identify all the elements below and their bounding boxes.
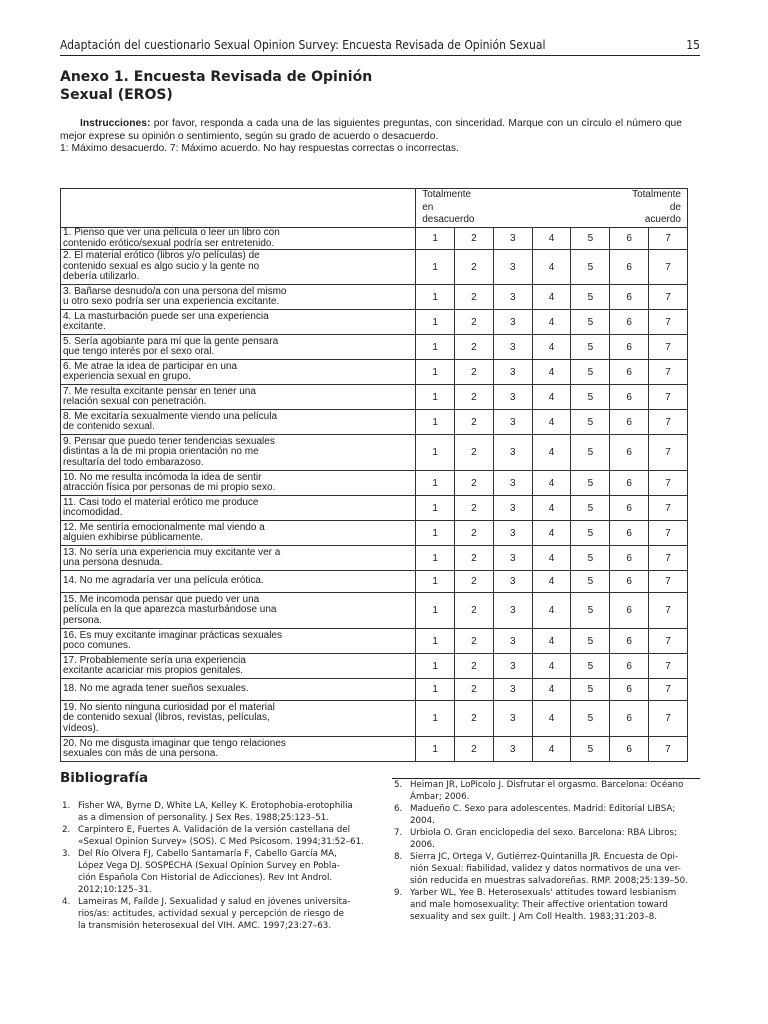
scale-option-5[interactable]: 5 — [571, 654, 610, 679]
table-row — [61, 629, 688, 654]
scale-option-1[interactable]: 1 — [416, 701, 455, 737]
reference-line: Fisher WA, Byrne D, White LA, Kelley K. Erotophobia-erotophilia — [78, 801, 353, 811]
scale-option-6[interactable]: 6 — [610, 571, 649, 593]
scale-option-4[interactable]: 4 — [532, 410, 571, 435]
running-title: Adaptación del cuestionario Sexual Opinion Survey: Encuesta Revisada de Opinión Sexual — [60, 38, 546, 52]
scale-option-5[interactable]: 5 — [571, 546, 610, 571]
scale-option-7[interactable]: 7 — [649, 285, 688, 310]
scale-label-line: Totalmente — [632, 189, 681, 200]
scale-option-4[interactable]: 4 — [532, 310, 571, 335]
scale-option-4[interactable]: 4 — [532, 654, 571, 679]
scale-option-4[interactable]: 4 — [532, 385, 571, 410]
item-text — [61, 679, 416, 701]
scale-option-6[interactable]: 6 — [610, 228, 649, 250]
item-text-line: atracción física por personas de mi propio sexo. — [63, 482, 276, 493]
item-text-line: contenido sexual es algo sucio y la gente no — [63, 260, 260, 272]
scale-option-1[interactable]: 1 — [416, 360, 455, 385]
item-text — [61, 335, 416, 360]
scale-option-4[interactable]: 4 — [532, 701, 571, 737]
scale-option-3[interactable]: 3 — [493, 310, 532, 335]
item-text-line: experiencia sexual en grupo. — [63, 371, 191, 382]
scale-option-5[interactable]: 5 — [571, 360, 610, 385]
scale-option-6[interactable]: 6 — [610, 521, 649, 546]
scale-option-2[interactable]: 2 — [455, 435, 494, 471]
scale-option-1[interactable]: 1 — [416, 654, 455, 679]
scale-option-1[interactable]: 1 — [416, 593, 455, 629]
reference-number: 7. — [394, 828, 403, 838]
scale-option-1[interactable]: 1 — [416, 410, 455, 435]
scale-option-3[interactable]: 3 — [493, 521, 532, 546]
scale-option-3[interactable]: 3 — [493, 385, 532, 410]
scale-option-7[interactable]: 7 — [649, 571, 688, 593]
reference-number: 1. — [62, 801, 71, 811]
item-text-line: 13. No sería una experiencia muy excitante ver a — [63, 546, 281, 558]
scale-option-4[interactable]: 4 — [532, 546, 571, 571]
reference-line: Urbiola O. Gran enciclopedia del sexo. Barcelona: RBA Libros; — [410, 828, 677, 838]
item-text — [61, 521, 416, 546]
item-text — [61, 471, 416, 496]
item-text — [61, 737, 416, 762]
scale-option-6[interactable]: 6 — [610, 701, 649, 737]
scale-option-5[interactable]: 5 — [571, 701, 610, 737]
scale-option-7[interactable]: 7 — [649, 228, 688, 250]
scale-option-2[interactable]: 2 — [455, 571, 494, 593]
reference-line: rios/as: actitudes, actividad sexual y percepción de riesgo de — [78, 909, 344, 919]
item-text-line: 5. Sería agobiante para mí que la gente pensara — [63, 335, 279, 347]
annex-title — [60, 68, 380, 104]
item-text-line: 2. El material erótico (libros y/o películas) de — [63, 250, 260, 262]
scale-option-1[interactable]: 1 — [416, 310, 455, 335]
scale-option-1[interactable]: 1 — [416, 228, 455, 250]
scale-option-3[interactable]: 3 — [493, 360, 532, 385]
item-text — [61, 546, 416, 571]
reference-line: López Vega DJ. SOSPECHA (Sexual Opinion Survey en Pobla- — [78, 861, 340, 871]
reference-line: and male homosexuality: Their affective orientation toward — [410, 900, 668, 910]
item-text — [61, 360, 416, 385]
item-text-line: que tengo interés por el sexo oral. — [63, 346, 215, 357]
scale-option-4[interactable]: 4 — [532, 521, 571, 546]
scale-option-6[interactable]: 6 — [610, 310, 649, 335]
reference-number: 4. — [62, 897, 71, 907]
table-header-row — [61, 189, 688, 228]
item-text — [61, 496, 416, 521]
item-text-line: 17. Probablemente sería una experiencia — [63, 654, 246, 666]
reference-line: la transmisión heterosexual del VIH. AMC. 1997;23:27–63. — [78, 921, 332, 931]
reference-line: «Sexual Opinion Survey» (SOS). C Med Psicosom. 1994;31:52–61. — [78, 837, 364, 847]
scale-option-1[interactable]: 1 — [416, 679, 455, 701]
scale-option-7[interactable]: 7 — [649, 310, 688, 335]
scale-option-6[interactable]: 6 — [610, 385, 649, 410]
scale-option-4[interactable]: 4 — [532, 496, 571, 521]
scale-option-5[interactable]: 5 — [571, 385, 610, 410]
scale-option-2[interactable]: 2 — [455, 360, 494, 385]
scale-option-5[interactable]: 5 — [571, 679, 610, 701]
scale-option-7[interactable]: 7 — [649, 737, 688, 762]
scale-option-7[interactable]: 7 — [649, 410, 688, 435]
scale-option-3[interactable]: 3 — [493, 250, 532, 285]
scale-label-line: Totalmente — [422, 189, 472, 200]
item-text-line: 19. No siento ninguna curiosidad por el material — [63, 701, 275, 713]
scale-option-4[interactable]: 4 — [532, 435, 571, 471]
scale-option-7[interactable]: 7 — [649, 701, 688, 737]
reference-item — [60, 800, 367, 824]
item-text — [61, 435, 416, 471]
item-text-line: 18. No me agrada tener sueños sexuales. — [63, 683, 249, 695]
item-text — [61, 285, 416, 310]
reference-line: 2012;10:125–31. — [78, 885, 152, 895]
reference-number: 9. — [394, 888, 403, 898]
item-text-line: 6. Me atrae la idea de participar en una — [63, 360, 237, 372]
item-text-line: relación sexual con penetración. — [63, 396, 207, 407]
table-row — [61, 360, 688, 385]
scale-option-2[interactable]: 2 — [455, 546, 494, 571]
item-text — [61, 701, 416, 737]
item-text-line: 11. Casi todo el material erótico me produce — [63, 496, 259, 508]
scale-option-6[interactable]: 6 — [610, 737, 649, 762]
reference-line: sexuality and sex guilt. J Am Coll Health. 1983;31:203–8. — [410, 912, 658, 922]
page-number: 15 — [686, 38, 700, 52]
header-rule — [60, 55, 700, 56]
scale-label-line: en — [422, 201, 434, 213]
reference-number: 8. — [394, 852, 403, 862]
scale-option-1[interactable]: 1 — [416, 385, 455, 410]
item-text-line: 16. Es muy excitante imaginar prácticas sexuales — [63, 629, 282, 641]
item-text-line: 20. No me disgusta imaginar que tengo relaciones — [63, 737, 286, 749]
scale-option-2[interactable]: 2 — [455, 250, 494, 285]
reference-line: ción Española Con Historial de Adicciones). Rev Int Androl. — [78, 873, 333, 883]
reference-item — [60, 824, 367, 848]
reference-number: 6. — [394, 804, 403, 814]
annex-title-line: Sexual (EROS) — [60, 87, 173, 103]
table-row — [61, 654, 688, 679]
scale-option-3[interactable]: 3 — [493, 571, 532, 593]
scale-option-3[interactable]: 3 — [493, 679, 532, 701]
reference-line: as a dimension of personality. J Sex Res. 1988;25:123–51. — [78, 813, 330, 823]
scale-option-6[interactable]: 6 — [610, 546, 649, 571]
scale-option-2[interactable]: 2 — [455, 521, 494, 546]
scale-option-1[interactable]: 1 — [416, 521, 455, 546]
scale-option-1[interactable]: 1 — [416, 629, 455, 654]
item-text-line: contenido erótico/sexual podría ser entretenido. — [63, 237, 275, 249]
scale-option-2[interactable]: 2 — [455, 496, 494, 521]
scale-option-5[interactable]: 5 — [571, 335, 610, 360]
scale-option-6[interactable]: 6 — [610, 410, 649, 435]
scale-option-3[interactable]: 3 — [493, 546, 532, 571]
scale-option-3[interactable]: 3 — [493, 496, 532, 521]
table-row — [61, 593, 688, 629]
reference-item — [392, 887, 700, 923]
item-text — [61, 593, 416, 629]
scale-option-3[interactable]: 3 — [493, 285, 532, 310]
scale-option-5[interactable]: 5 — [571, 571, 610, 593]
item-text-line: película en la que aparezca masturbándose una — [63, 604, 277, 616]
reference-line: nión Sexual: fiabilidad, validez y datos normativos de una ver- — [410, 864, 681, 874]
scale-option-7[interactable]: 7 — [649, 335, 688, 360]
scale-option-6[interactable]: 6 — [610, 285, 649, 310]
item-text — [61, 250, 416, 285]
scale-option-2[interactable]: 2 — [455, 471, 494, 496]
reference-item — [392, 851, 700, 887]
scale-option-2[interactable]: 2 — [455, 228, 494, 250]
scale-option-1[interactable]: 1 — [416, 737, 455, 762]
item-text-line: u otro sexo podría ser una experiencia excitante. — [63, 296, 280, 307]
scale-option-7[interactable]: 7 — [649, 385, 688, 410]
scale-option-6[interactable]: 6 — [610, 360, 649, 385]
references-right — [392, 778, 700, 923]
scale-option-4[interactable]: 4 — [532, 593, 571, 629]
scale-option-5[interactable]: 5 — [571, 629, 610, 654]
reference-line: 2004. — [410, 816, 435, 826]
item-text-line: 7. Me resulta excitante pensar en tener una — [63, 385, 256, 397]
table-row — [61, 250, 688, 285]
scale-option-3[interactable]: 3 — [493, 435, 532, 471]
reference-item — [60, 896, 367, 932]
item-text-line: alguien exhibirse públicamente. — [63, 532, 204, 543]
scale-option-2[interactable]: 2 — [455, 385, 494, 410]
scale-option-5[interactable]: 5 — [571, 310, 610, 335]
scale-option-2[interactable]: 2 — [455, 701, 494, 737]
scale-option-7[interactable]: 7 — [649, 679, 688, 701]
scale-option-2[interactable]: 2 — [455, 679, 494, 701]
item-text-line: excitante. — [63, 321, 106, 332]
scale-option-3[interactable]: 3 — [493, 629, 532, 654]
scale-option-7[interactable]: 7 — [649, 435, 688, 471]
scale-option-2[interactable]: 2 — [455, 310, 494, 335]
table-row — [61, 410, 688, 435]
reference-item — [392, 779, 700, 803]
instructions-scale: 1: Máximo desacuerdo. 7: Máximo acuerdo. No hay respuestas correctas o incorrectas. — [60, 143, 459, 155]
table-row — [61, 546, 688, 571]
scale-option-7[interactable]: 7 — [649, 654, 688, 679]
scale-option-3[interactable]: 3 — [493, 654, 532, 679]
scale-option-3[interactable]: 3 — [493, 335, 532, 360]
reference-number: 2. — [62, 825, 71, 835]
scale-option-4[interactable]: 4 — [532, 360, 571, 385]
scale-option-5[interactable]: 5 — [571, 435, 610, 471]
table-row — [61, 679, 688, 701]
table-row — [61, 737, 688, 762]
scale-option-6[interactable]: 6 — [610, 593, 649, 629]
item-text-line: 14. No me agradaría ver una película erótica. — [63, 575, 264, 587]
scale-option-3[interactable]: 3 — [493, 471, 532, 496]
scale-option-5[interactable]: 5 — [571, 496, 610, 521]
table-row — [61, 228, 688, 250]
scale-option-2[interactable]: 2 — [455, 335, 494, 360]
table-row — [61, 496, 688, 521]
scale-option-1[interactable]: 1 — [416, 471, 455, 496]
scale-option-5[interactable]: 5 — [571, 250, 610, 285]
item-text-line: 3. Bañarse desnudo/a con una persona del mismo — [63, 285, 287, 297]
item-text-line: persona. — [63, 614, 102, 626]
table-row — [61, 335, 688, 360]
scale-option-7[interactable]: 7 — [649, 360, 688, 385]
scale-option-2[interactable]: 2 — [455, 593, 494, 629]
item-text-line: 1. Pienso que ver una película o leer un libro con — [63, 227, 280, 238]
scale-option-3[interactable]: 3 — [493, 593, 532, 629]
table-row — [61, 285, 688, 310]
scale-option-7[interactable]: 7 — [649, 521, 688, 546]
table-row — [61, 701, 688, 737]
table-row — [61, 385, 688, 410]
instructions-text: por favor, responda a cada una de las siguientes preguntas, con sinceridad. Marque con un círculo el número que mejor exprese su opinión o sentimiento, según su grado de acuerdo o desacuerdo. — [60, 118, 682, 142]
item-text-line: 10. No me resulta incómoda la idea de sentir — [63, 471, 262, 483]
scale-option-2[interactable]: 2 — [455, 285, 494, 310]
scale-header-cell — [416, 189, 688, 228]
scale-option-7[interactable]: 7 — [649, 471, 688, 496]
scale-option-4[interactable]: 4 — [532, 571, 571, 593]
item-text-line: incomodidad. — [63, 507, 123, 518]
scale-option-1[interactable]: 1 — [416, 435, 455, 471]
scale-option-2[interactable]: 2 — [455, 629, 494, 654]
survey-table — [60, 188, 688, 762]
table-row — [61, 571, 688, 593]
item-text — [61, 629, 416, 654]
scale-option-4[interactable]: 4 — [532, 629, 571, 654]
item-text — [61, 385, 416, 410]
scale-option-5[interactable]: 5 — [571, 593, 610, 629]
scale-label-line: de — [669, 201, 681, 213]
scale-option-1[interactable]: 1 — [416, 250, 455, 285]
scale-option-6[interactable]: 6 — [610, 435, 649, 471]
scale-option-6[interactable]: 6 — [610, 496, 649, 521]
item-text — [61, 654, 416, 679]
scale-option-2[interactable]: 2 — [455, 654, 494, 679]
item-text — [61, 310, 416, 335]
item-text-line: 15. Me incomoda pensar que puedo ver una — [63, 593, 260, 605]
reference-line: Madueño C. Sexo para adolescentes. Madrid: Editorial LIBSA; — [410, 804, 676, 814]
item-text-line: excitante acariciar mis propios genitales. — [63, 665, 244, 676]
item-text-line: 9. Pensar que puedo tener tendencias sexuales — [63, 435, 275, 447]
item-text — [61, 410, 416, 435]
bibliography-title: Bibliografía — [60, 770, 149, 786]
scale-option-6[interactable]: 6 — [610, 335, 649, 360]
reference-line: Heiman JR, LoPicolo J. Disfrutar el orgasmo. Barcelona: Océano — [410, 780, 684, 790]
scale-option-6[interactable]: 6 — [610, 629, 649, 654]
table-row — [61, 521, 688, 546]
scale-label-left — [422, 189, 474, 227]
item-text — [61, 571, 416, 593]
scale-option-5[interactable]: 5 — [571, 410, 610, 435]
reference-line: Lameiras M, Faílde J. Sexualidad y salud en jóvenes universita- — [78, 897, 351, 907]
scale-option-5[interactable]: 5 — [571, 471, 610, 496]
reference-line: Carpintero E, Fuertes A. Validación de la versión castellana del — [78, 825, 351, 835]
item-text-line: una persona desnuda. — [63, 557, 163, 568]
item-text — [61, 228, 416, 250]
scale-option-1[interactable]: 1 — [416, 546, 455, 571]
scale-option-5[interactable]: 5 — [571, 285, 610, 310]
item-text-line: resultaría del todo embarazoso. — [63, 456, 204, 468]
scale-option-4[interactable]: 4 — [532, 737, 571, 762]
item-text-line: 8. Me excitaría sexualmente viendo una película — [63, 410, 278, 422]
reference-item — [60, 848, 367, 896]
scale-option-4[interactable]: 4 — [532, 679, 571, 701]
scale-option-6[interactable]: 6 — [610, 250, 649, 285]
item-text-line: 12. Me sentiría emocionalmente mal viendo a — [63, 521, 265, 533]
header-empty-cell — [61, 189, 416, 228]
item-text-line: debería utilizarlo. — [63, 271, 140, 283]
scale-option-6[interactable]: 6 — [610, 654, 649, 679]
scale-label-line: desacuerdo — [422, 214, 475, 225]
references-left — [60, 800, 367, 932]
scale-label-line: acuerdo — [644, 214, 681, 225]
reference-line: 2006. — [410, 840, 435, 850]
table-row — [61, 471, 688, 496]
scale-option-7[interactable]: 7 — [649, 496, 688, 521]
scale-option-5[interactable]: 5 — [571, 737, 610, 762]
instructions-label: Instrucciones: — [80, 118, 151, 129]
item-text-line: distintas a la de mi propia orientación no me — [63, 446, 259, 458]
scale-option-1[interactable]: 1 — [416, 496, 455, 521]
scale-option-3[interactable]: 3 — [493, 228, 532, 250]
scale-option-1[interactable]: 1 — [416, 335, 455, 360]
scale-option-7[interactable]: 7 — [649, 250, 688, 285]
reference-item — [392, 803, 700, 827]
scale-option-1[interactable]: 1 — [416, 285, 455, 310]
annex-title-line: Anexo 1. Encuesta Revisada de Opinión — [60, 69, 373, 85]
scale-option-4[interactable]: 4 — [532, 285, 571, 310]
scale-option-7[interactable]: 7 — [649, 593, 688, 629]
scale-option-1[interactable]: 1 — [416, 571, 455, 593]
item-text-line: poco comunes. — [63, 640, 131, 651]
item-text-line: de contenido sexual (libros, revistas, películas, — [63, 712, 270, 724]
scale-option-6[interactable]: 6 — [610, 679, 649, 701]
reference-line: Del Río Olvera FJ, Cabello Santamaría F, Cabello García MA, — [78, 849, 337, 859]
scale-option-7[interactable]: 7 — [649, 546, 688, 571]
reference-line: Ámbar; 2006. — [410, 792, 470, 802]
scale-option-3[interactable]: 3 — [493, 701, 532, 737]
instructions — [60, 118, 682, 156]
scale-option-4[interactable]: 4 — [532, 335, 571, 360]
scale-option-4[interactable]: 4 — [532, 250, 571, 285]
scale-option-3[interactable]: 3 — [493, 410, 532, 435]
reference-item — [392, 827, 700, 851]
reference-line: sión reducida en muestras salvadoreñas. RMP. 2008;25:139–50. — [410, 876, 688, 886]
scale-option-2[interactable]: 2 — [455, 410, 494, 435]
table-row — [61, 310, 688, 335]
scale-option-5[interactable]: 5 — [571, 521, 610, 546]
scale-option-3[interactable]: 3 — [493, 737, 532, 762]
scale-option-6[interactable]: 6 — [610, 471, 649, 496]
scale-option-4[interactable]: 4 — [532, 228, 571, 250]
table-row — [61, 435, 688, 471]
scale-option-4[interactable]: 4 — [532, 471, 571, 496]
scale-option-7[interactable]: 7 — [649, 629, 688, 654]
reference-number: 3. — [62, 849, 71, 859]
scale-label-right — [632, 189, 681, 227]
item-text-line: de contenido sexual. — [63, 421, 155, 432]
item-text-line: sexuales con más de una persona. — [63, 748, 219, 759]
item-text-line: 4. La masturbación puede ser una experiencia — [63, 310, 269, 322]
item-text-line: vídeos). — [63, 722, 99, 734]
reference-line: Sierra JC, Ortega V, Gutiérrez-Quintanilla JR. Encuesta de Opi- — [410, 852, 679, 862]
scale-option-2[interactable]: 2 — [455, 737, 494, 762]
reference-number: 5. — [394, 780, 403, 790]
scale-option-5[interactable]: 5 — [571, 228, 610, 250]
reference-line: Yarber WL, Yee B. Heterosexuals' attitudes toward lesbianism — [410, 888, 677, 898]
